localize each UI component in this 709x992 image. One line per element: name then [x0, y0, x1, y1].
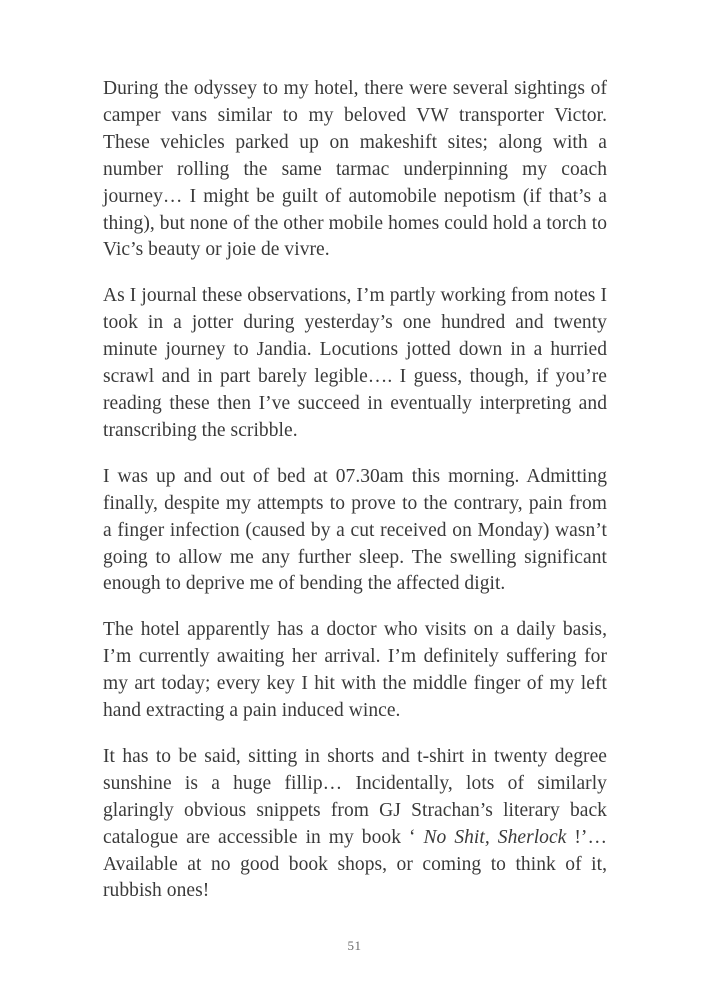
page-body — [103, 76, 607, 905]
paragraph-hotel-doctor: The hotel apparently has a doctor who visits on a daily basis, I’m currently awaiting her arrival. I’m definitely suffering for my art today; every key I hit with the middle finger of my left hand extracting a pain induced wince. — [103, 619, 607, 722]
paragraph-sunshine-book — [103, 744, 607, 905]
page-number: 51 — [347, 938, 362, 953]
paragraph-sunshine-book-text-before: It has to be said, sitting in shorts and t-shirt in twenty degree sunshine is a huge fillip… Incidentally, lots of similarly glaringly obvious snippets from GJ Strachan’s literary back catalogue are accessible in my book ‘ — [103, 745, 607, 848]
paragraph-journal-notes: As I journal these observations, I’m partly working from notes I took in a jotter during yesterday’s one hundred and twenty minute journey to Jandia. Locutions jotted down in a hurried scrawl and in part barely legible…. I guess, though, if you’re reading these then I’ve succeed in eventually interpreting and transcribing the scribble. — [103, 285, 607, 441]
paragraph-odyssey: During the odyssey to my hotel, there were several sightings of camper vans similar to my beloved VW transporter Victor. These vehicles parked up on makeshift sites; along with a number rolling the same tarmac underpinning my coach journey… I might be guilt of automobile nepotism (if that’s a thing), but none of the other mobile homes could hold a torch to Vic’s beauty or joie de vivre. — [103, 78, 607, 261]
paragraph-morning-finger: I was up and out of bed at 07.30am this morning. Admitting finally, despite my attempts to prove to the contrary, pain from a finger infection (caused by a cut received on Monday) wasn’t going to allow me any further sleep. The swelling significant enough to deprive me of bending the affected digit. — [103, 465, 607, 595]
paragraph-sunshine-book-text-after: !’… Available at no good book shops, or coming to think of it, rubbish ones! — [103, 826, 608, 902]
book-title-italic: No Shit, Sherlock — [423, 826, 567, 848]
